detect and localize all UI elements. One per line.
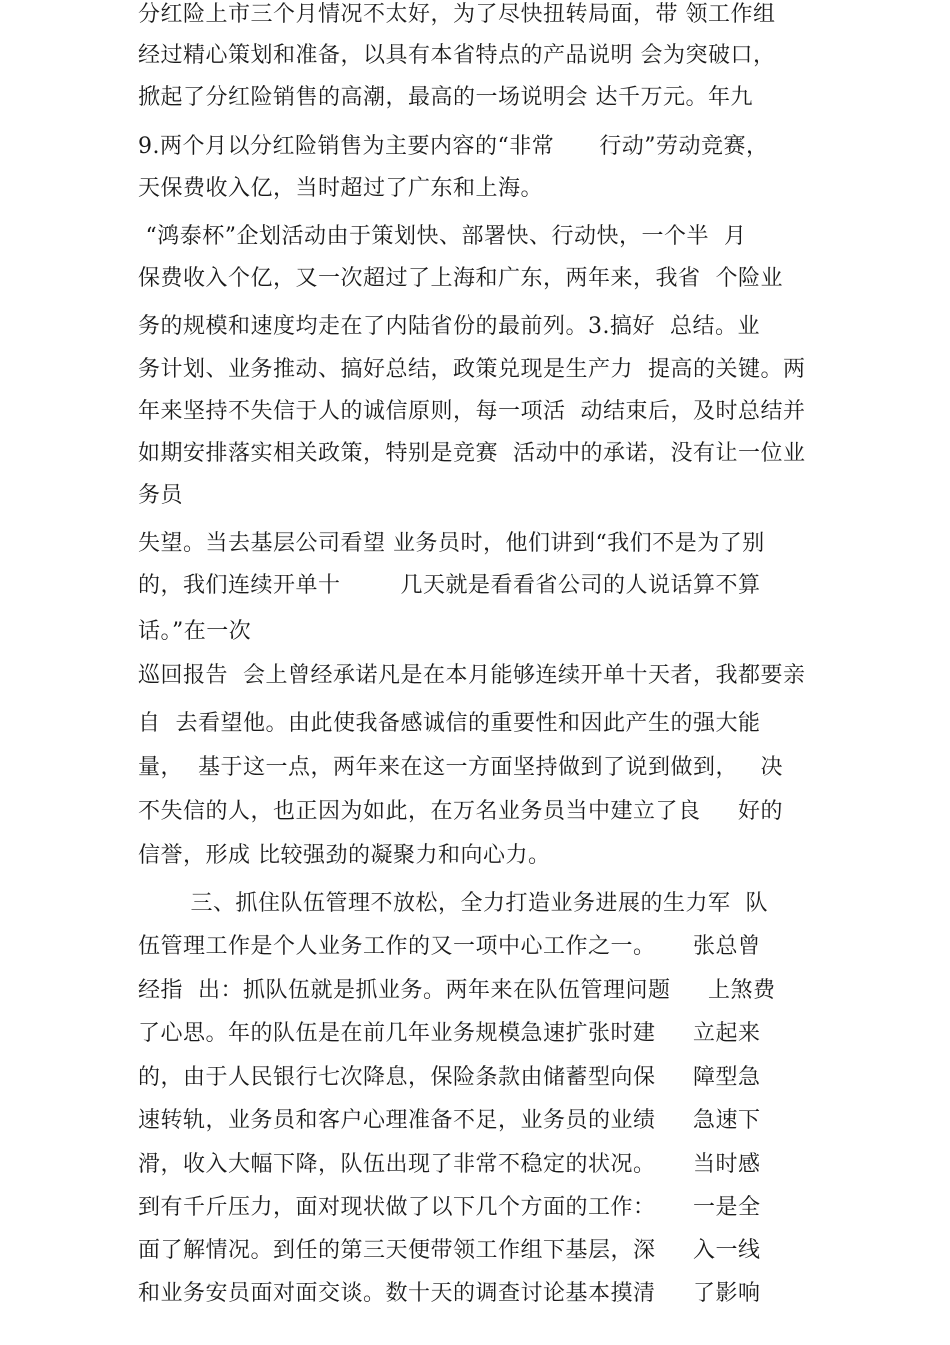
text-line: 了心思。年的队伍是在前几年业务规模急速扩张时建 立起来 (138, 1021, 761, 1046)
text-line: 不失信的人，也正因为如此，在万名业务员当中建立了良 好的 (138, 799, 783, 824)
text-line: 失望。当去基层公司看望 业务员时，他们讲到“我们不是为了别 (138, 531, 765, 556)
text-line: 掀起了分红险销售的高潮，最高的一场说明会 达千万元。年九 (138, 85, 753, 110)
text-line: 务员 (138, 483, 184, 508)
section-heading-line: 三、抓住队伍管理不放松，全力打造业务进展的生力军 队 (138, 891, 768, 916)
text-line: 的，我们连续开单十 几天就是看看省公司的人说话算不算 (138, 573, 761, 598)
text-line: 务的规模和速度均走在了内陆省份的最前列。3.搞好 总结。业 (138, 314, 760, 339)
text-line: 和业务安员面对面交谈。数十天的调查讨论基本摸清 了影响 (138, 1281, 761, 1306)
text-line: 话。”在一次 (138, 619, 252, 644)
text-line: 保费收入个亿，又一次超过了上海和广东，两年来，我省 个险业 (138, 266, 783, 291)
text-line: 分红险上市三个月情况不太好，为了尽快扭转局面，带 领工作组 (138, 2, 776, 27)
text-line: 到有千斤压力，面对现状做了以下几个方面的工作： 一是全 (138, 1195, 761, 1220)
text-line: 量， 基于这一点，两年来在这一方面坚持做到了说到做到， 决 (138, 755, 783, 780)
text-line: 面了解情况。到任的第三天便带领工作组下基层，深 入一线 (138, 1238, 761, 1263)
text-line: 天保费收入亿，当时超过了广东和上海。 (138, 176, 544, 201)
text-line: 务计划、业务推动、搞好总结，政策兑现是生产力 提高的关键。两 (138, 357, 806, 382)
text-line: 经指 出：抓队伍就是抓业务。两年来在队伍管理问题 上煞费 (138, 978, 776, 1003)
text-line: 滑，收入大幅下降，队伍出现了非常不稳定的状况。 当时感 (138, 1152, 761, 1177)
text-line: 9.两个月以分红险销售为主要内容的“非常 行动”劳动竞赛， (138, 134, 769, 159)
text-line: 自 去看望他。由此使我备感诚信的重要性和因此产生的强大能 (138, 711, 761, 736)
text-line: 的，由于人民银行七次降息，保险条款由储蓄型向保 障型急 (138, 1065, 761, 1090)
text-line: 如期安排落实相关政策，特别是竞赛 活动中的承诺，没有让一位业 (138, 441, 806, 466)
text-line: 巡回报告 会上曾经承诺凡是在本月能够连续开单十天者，我都要亲 (138, 663, 806, 688)
text-line: 信誉，形成 比较强劲的凝聚力和向心力。 (138, 843, 551, 868)
text-line: 速转轨，业务员和客户心理准备不足，业务员的业绩 急速下 (138, 1108, 761, 1133)
text-line: “鸿泰杯”企划活动由于策划快、部署快、行动快，一个半 月 (138, 224, 747, 249)
text-line: 经过精心策划和准备，以具有本省特点的产品说明 会为突破口， (138, 43, 776, 68)
text-line: 年来坚持不失信于人的诚信原则，每一项活 动结束后，及时总结并 (138, 399, 806, 424)
text-line: 伍管理工作是个人业务工作的又一项中心工作之一。 张总曾 (138, 934, 761, 959)
